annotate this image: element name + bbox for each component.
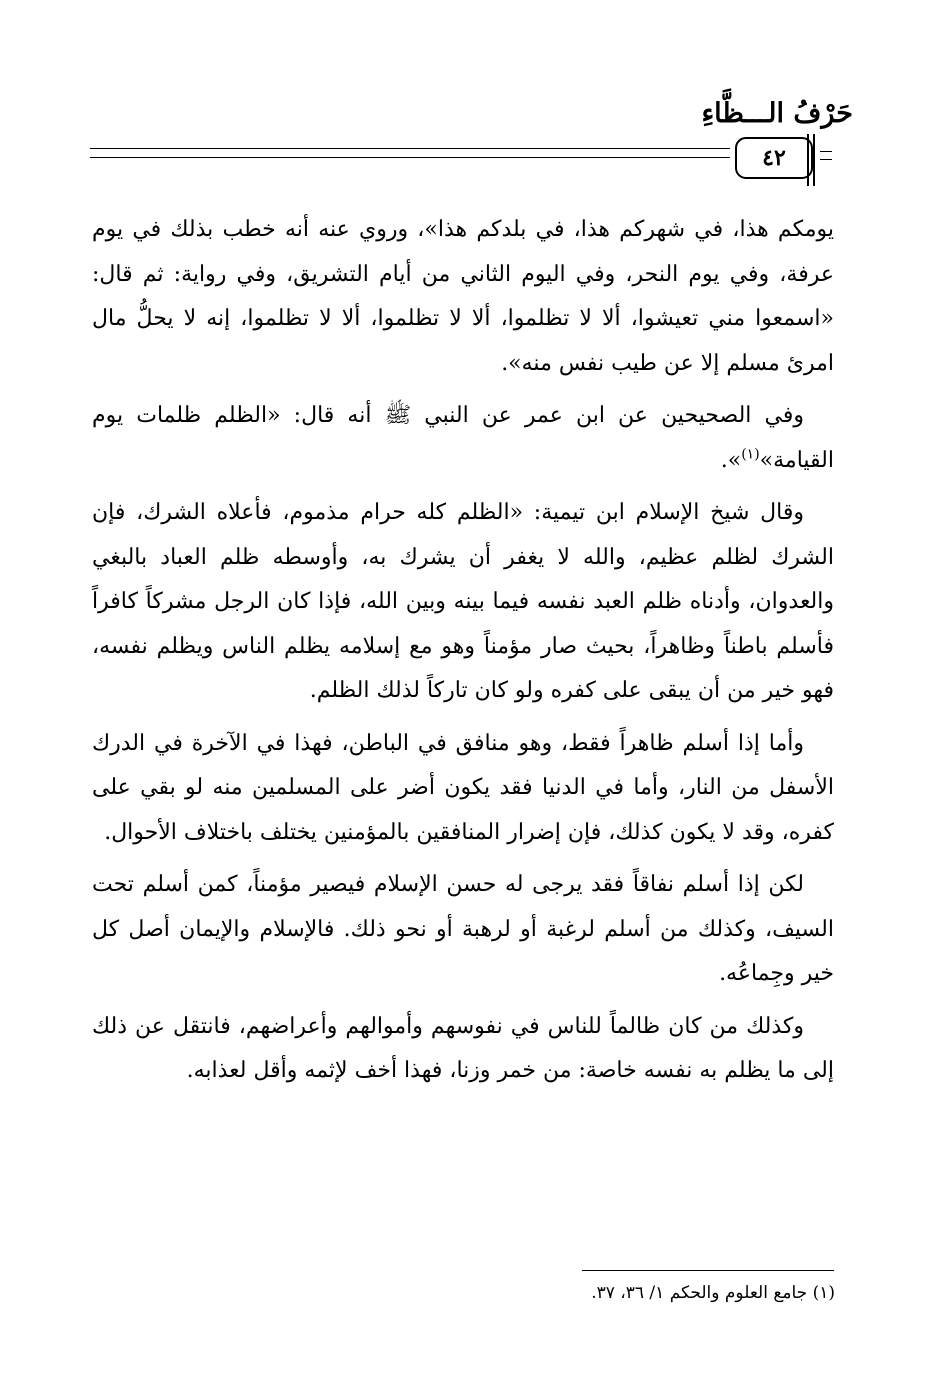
header-ornament — [820, 151, 832, 160]
paragraph-5: لكن إذا أسلم نفاقاً فقد يرجى له حسن الإسلام فيصير مؤمناً، كمن أسلم تحت السيف، وكذلك من أسلم لرغبة أو لرهبة أو نحو ذلك. فالإسلام والإيمان أصل كل خير وجِماعُه. — [92, 872, 834, 986]
footnote: (١) جامع العلوم والحكم ١/ ٣٦، ٣٧. — [591, 1283, 835, 1303]
page-number-box — [735, 137, 813, 179]
header-rule-top — [90, 148, 730, 149]
footnote-marker: (١) — [741, 446, 760, 463]
paragraph-2-end: ». — [720, 447, 742, 473]
paragraph-4: وأما إذا أسلم ظاهراً فقط، وهو منافق في الباطن، فهذا في الآخرة في الدرك الأسفل من النار، وأما في الدنيا فقد يكون أضر على المسلمين منه لو بقي على كفره، وقد لا يكون كذلك، فإن إضرار المنافقين بالمؤمنين يختلف باختلاف الأحوال. — [92, 730, 834, 845]
paragraph-3: وقال شيخ الإسلام ابن تيمية: «الظلم كله حرام مذموم، فأعلاه الشرك، فإن الشرك لظلم عظيم، والله لا يغفر أن يشرك به، وأوسطه ظلم العباد بالبغي والعدوان، وأدناه ظلم العبد نفسه فيما بينه وبين الله، فإذا كان الرجل مشركاً كافراً فأسلم باطناً وظاهراً، بحيث صار مؤمناً وهو مع إسلامه يظلم الناس ويظلم نفسه، فهو خير من أن يبقى على كفره ولو كان تاركاً لذلك الظلم. — [92, 500, 834, 703]
header-rule-bottom — [90, 157, 730, 158]
footnote-rule — [582, 1270, 834, 1271]
chapter-title: حَرْفُ الـــظَّاءِ — [701, 98, 853, 129]
paragraph-6: وكذلك من كان ظالماً للناس في نفوسهم وأموالهم وأعراضهم، فانتقل عن ذلك إلى ما يظلم به نفسه خاصة: من خمر وزنا، فهذا أخف لإثمه وأقل لعذابه. — [92, 1013, 834, 1083]
paragraph-2-text: وفي الصحيحين عن ابن عمر عن النبي ﷺ أنه قال: «الظلم ظلمات يوم القيامة» — [92, 403, 834, 473]
page-number: ٤٢ — [762, 145, 786, 171]
paragraph-1: يومكم هذا، في شهركم هذا، في بلدكم هذا»، وروي عنه أنه خطب بذلك في يوم عرفة، وفي يوم النحر، وفي اليوم الثاني من أيام التشريق، وفي رواية: ثم قال: «اسمعوا مني تعيشوا، ألا لا تظلموا، ألا لا تظلموا، ألا لا تظلموا، إنه لا يحلُّ مال امرئ مسلم إلا عن طيب نفس منه». — [92, 217, 834, 376]
main-text — [92, 208, 834, 1102]
header-bar-right — [813, 134, 815, 186]
header-bar-left — [807, 134, 809, 186]
paragraph-2 — [92, 394, 834, 483]
